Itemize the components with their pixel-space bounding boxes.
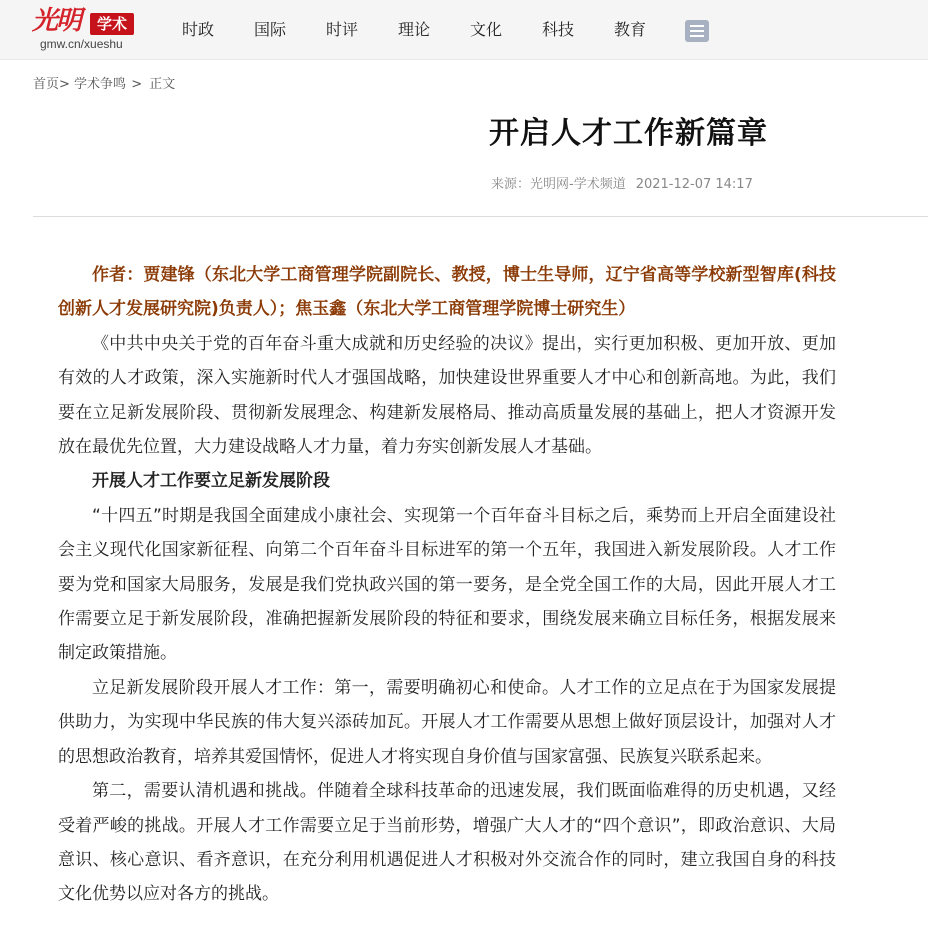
logo-url: gmw.cn/xueshu — [40, 37, 123, 51]
top-header — [0, 0, 928, 60]
breadcrumb-current: 正文 — [149, 77, 176, 92]
title-divider — [33, 216, 928, 217]
nav-item-education[interactable]: 教育 — [613, 20, 646, 39]
nav-item-international[interactable]: 国际 — [253, 20, 286, 39]
article-date: 2021-12-07 14:17 — [635, 177, 753, 192]
main-nav — [162, 0, 666, 60]
article-body — [58, 258, 836, 912]
nav-item-culture[interactable]: 文化 — [469, 20, 502, 39]
logo-brand-text: 光明 — [32, 6, 81, 36]
article-subheading: 开展人才工作要立足新发展阶段 — [92, 471, 330, 492]
breadcrumb — [33, 75, 175, 95]
article-paragraph: “十四五”时期是我国全面建成小康社会、实现第一个百年奋斗目标之后，乘势而上开启全面建设社会主义现代化国家新征程、向第二个百年奋斗目标进军的第一个五年，我国进入新发展阶段。人才工作要为党和国家大局服务，发展是我们党执政兴国的第一要务，是全党全国工作的大局，因此开展人才工作需要立足于新发展阶段，准确把握新发展阶段的特征和要求，围绕发展来确立目标任务，根据发展来制定政策措施。 — [58, 505, 836, 664]
article-paragraph: 第二，需要认清机遇和挑战。伴随着全球科技革命的迅速发展，我们既面临难得的历史机遇，又经受着严峻的挑战。开展人才工作需要立足于当前形势，增强广大人才的“四个意识”，即政治意识、大局意识、核心意识、看齐意识，在充分利用机遇促进人才积极对外交流合作的同时，建立我国自身的科技文化优势以应对各方的挑战。 — [58, 781, 836, 905]
article-paragraph: 《中共中央关于党的百年奋斗重大成就和历史经验的决议》提出，实行更加积极、更加开放、更加有效的人才政策，深入实施新时代人才强国战略，加快建设世界重要人才中心和创新高地。为此，我们要在立足新发展阶段、贯彻新发展理念、构建新发展格局、推动高质量发展的基础上，把人才资源开发放在最优先位置，大力建设战略人才力量，着力夯实创新发展人才基础。 — [58, 333, 836, 458]
breadcrumb-home[interactable]: 首页> — [33, 77, 70, 92]
article-author: 作者：贾建锋（东北大学工商管理学院副院长、教授，博士生导师，辽宁省高等学校新型智库(科技创新人才发展研究院)负责人）；焦玉鑫（东北大学工商管理学院博士研究生） — [58, 265, 836, 320]
nav-item-technology[interactable]: 科技 — [541, 20, 574, 39]
article-paragraph: 立足新发展阶段开展人才工作：第一，需要明确初心和使命。人才工作的立足点在于为国家发展提供助力，为实现中华民族的伟大复兴添砖加瓦。开展人才工作需要从思想上做好顶层设计，加强对人才的思想政治教育，培养其爱国情怀，促进人才将实现自身价值与国家富强、民族复兴联系起来。 — [58, 677, 836, 767]
site-logo[interactable] — [32, 6, 142, 54]
article-meta — [491, 175, 753, 195]
breadcrumb-separator: > — [131, 77, 143, 92]
breadcrumb-section[interactable]: 学术争鸣 — [74, 77, 127, 92]
menu-icon[interactable] — [685, 20, 709, 42]
logo-badge: 学术 — [90, 13, 134, 35]
nav-item-commentary[interactable]: 时评 — [325, 20, 358, 39]
nav-item-politics[interactable]: 时政 — [181, 20, 214, 39]
article-title: 开启人才工作新篇章 — [489, 116, 768, 151]
nav-item-theory[interactable]: 理论 — [397, 20, 430, 39]
article-source: 来源：光明网-学术频道 — [491, 177, 626, 192]
